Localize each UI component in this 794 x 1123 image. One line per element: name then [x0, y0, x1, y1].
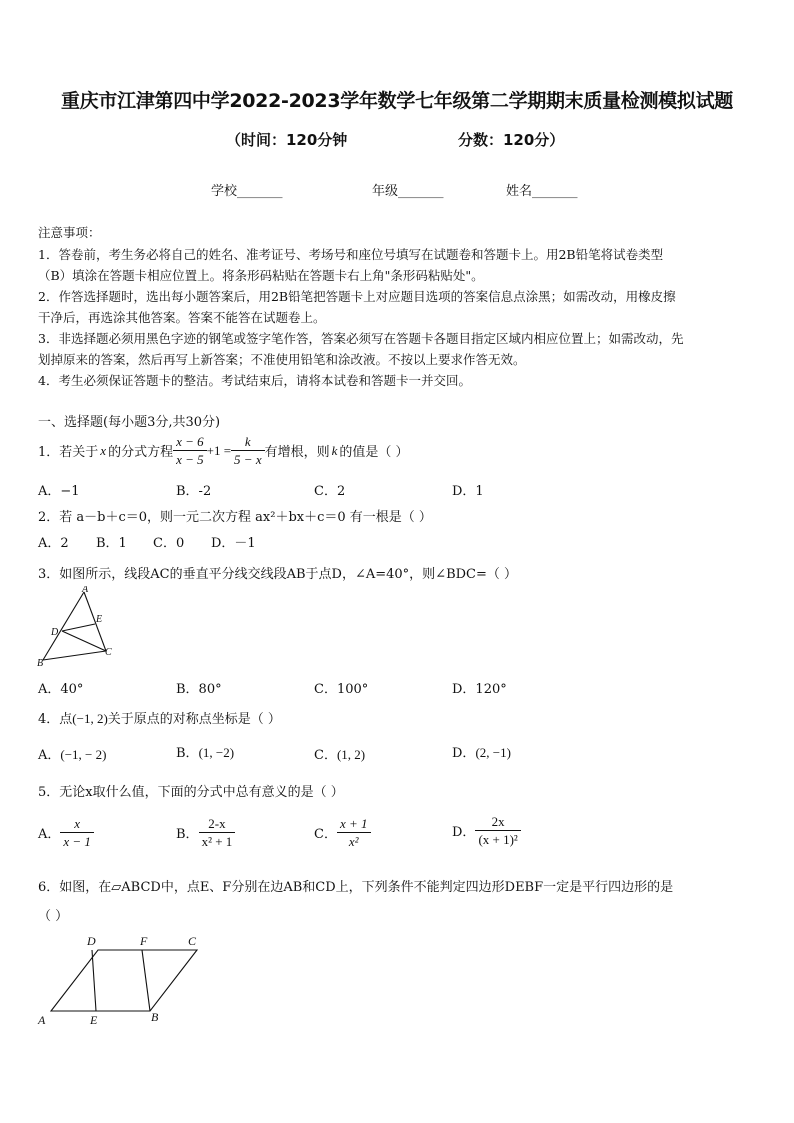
section-heading: 一、选择题(每小题3分,共30分): [38, 415, 221, 430]
q1-mid: 的分式方程: [108, 445, 174, 460]
notice-line: 4．考生必须保证答题卡的整洁。考试结束后，请将本试卷和答题卡一并交回。: [38, 373, 471, 388]
label-e: E: [90, 1013, 98, 1027]
label-c: C: [188, 934, 197, 948]
label-e: E: [96, 614, 103, 625]
option-letter: D．: [452, 825, 476, 840]
name-field: 姓名_______: [506, 184, 578, 199]
fraction-denominator: x²: [348, 834, 359, 849]
label-f: F: [140, 934, 148, 948]
question-1-stem: [38, 433, 409, 468]
fraction-denominator: (x + 1)²: [478, 832, 518, 847]
q3-option-a[interactable]: A．40°: [38, 682, 84, 697]
q2-option-c[interactable]: C．0: [153, 536, 185, 551]
notice-line: 3．非选择题必须用黑色字迹的钢笔或签字笔作答，答案必须写在答题卡各题目指定区域内相应位置上；如需改动，先: [38, 331, 684, 346]
option-value: (1, −2): [198, 745, 235, 760]
q5-fraction-a: [60, 815, 94, 850]
notice-line: 干净后，再选涂其他答案。答案不能答在试题卷上。: [38, 310, 326, 325]
label-d: D: [87, 934, 96, 948]
q4-stem-prefix: 4．点: [38, 712, 73, 727]
q2-option-d[interactable]: D．－1: [211, 536, 256, 551]
option-letter: D．: [452, 746, 476, 761]
q5-fraction-b: [199, 815, 236, 850]
q4-option-d[interactable]: [452, 742, 511, 761]
q3-option-c[interactable]: C．100°: [314, 682, 369, 697]
q3-option-b[interactable]: B．80°: [176, 682, 222, 697]
fraction-numerator: 2-x: [199, 815, 236, 833]
label-c: C: [105, 647, 112, 658]
exam-time: （时间：120分钟: [226, 131, 348, 149]
q1-option-b[interactable]: B．-2: [176, 484, 212, 499]
q5-option-c[interactable]: [314, 815, 371, 850]
q1-plus: +1 =: [206, 442, 232, 458]
fraction-denominator: 5 − x: [234, 452, 262, 467]
notice-heading: 注意事项：: [38, 225, 101, 240]
q1-option-c[interactable]: C．2: [314, 484, 346, 499]
grade-field: 年级_______: [372, 184, 444, 199]
option-value: (2, −1): [475, 745, 511, 760]
fraction-numerator: x − 6: [173, 433, 207, 451]
q1-end: 的值是（ ）: [339, 445, 409, 460]
notice-line: （B）填涂在答题卡相应位置上。将条形码粘贴在答题卡右上角"条形码粘贴处"。: [38, 268, 484, 283]
option-letter: A．: [38, 748, 61, 763]
q1-var-k: k: [331, 442, 338, 458]
q4-point: (−1, 2): [72, 711, 108, 726]
notice-line: 2．作答选择题时，选出每小题答案后，用2B铅笔把答题卡上对应题目选项的答案信息点涂黑；如需改动，用橡皮擦: [38, 289, 676, 304]
label-b: B: [37, 658, 44, 669]
fraction-denominator: x² + 1: [201, 834, 233, 849]
label-d: D: [51, 627, 59, 638]
notice-line: 1．答卷前，考生务必将自己的姓名、准考证号、考场号和座位号填写在试题卷和答题卡上。用2B铅笔将试卷类型: [38, 247, 664, 262]
q4-option-c[interactable]: [314, 744, 365, 763]
option-letter: A．: [38, 827, 61, 842]
q4-option-b[interactable]: [176, 742, 234, 761]
question-2-stem: 2．若 a－b＋c＝0，则一元二次方程 ax²＋bx＋c＝0 有一根是（ ）: [38, 510, 432, 525]
label-a: A: [38, 1013, 46, 1027]
q5-option-d[interactable]: [452, 813, 521, 848]
option-letter: C．: [314, 827, 337, 842]
fraction-numerator: x: [60, 815, 94, 833]
q1-suffix: 有增根，则: [264, 445, 330, 460]
q2-option-b[interactable]: B．1: [96, 536, 127, 551]
question-6-paren: （ ）: [38, 909, 69, 924]
exam-title: 重庆市江津第四中学2022-2023学年数学七年级第二学期期末质量检测模拟试题: [61, 90, 733, 112]
fraction-denominator: x − 1: [63, 834, 91, 849]
parallelogram-figure: [34, 932, 209, 1028]
fraction-numerator: 2x: [475, 813, 520, 831]
fraction-numerator: k: [231, 433, 265, 451]
q5-option-b[interactable]: [176, 815, 235, 850]
option-letter: C．: [314, 748, 337, 763]
label-b: B: [151, 1010, 159, 1024]
question-3-stem: 3．如图所示，线段AC的垂直平分线交线段AB于点D，∠A=40°，则∠BDC=（ ）: [38, 567, 518, 582]
q5-fraction-d: [475, 813, 520, 848]
school-field: 学校_______: [211, 184, 283, 199]
question-6-stem: 6．如图，在▱ABCD中，点E、F分别在边AB和CD上，下列条件不能判定四边形DEBF一定是平行四边形的是: [38, 880, 674, 895]
label-a: A: [82, 586, 89, 595]
option-value: (1, 2): [336, 747, 366, 762]
fraction-denominator: x − 5: [176, 452, 204, 467]
question-5-stem: 5．无论x取什么值，下面的分式中总有意义的是（ ）: [38, 785, 344, 800]
notice-line: 划掉原来的答案，然后再写上新答案；不准使用铅笔和涂改液。不按以上要求作答无效。: [38, 352, 526, 367]
q1-prefix: 1．若关于: [38, 445, 99, 460]
q1-option-a[interactable]: A．−1: [38, 484, 80, 499]
fraction-numerator: x + 1: [337, 815, 371, 833]
option-letter: B．: [176, 746, 199, 761]
option-letter: B．: [176, 827, 199, 842]
q1-fraction-left: [173, 433, 207, 468]
q1-option-d[interactable]: D．1: [452, 484, 484, 499]
q1-fraction-right: [231, 433, 265, 468]
triangle-figure: [36, 586, 120, 670]
q5-fraction-c: [337, 815, 371, 850]
q5-option-a[interactable]: [38, 815, 94, 850]
q2-option-a[interactable]: A．2: [38, 536, 69, 551]
q4-stem-suffix: 关于原点的对称点坐标是（ ）: [107, 712, 281, 727]
q1-var-x: x: [100, 442, 107, 458]
question-4-stem: [38, 708, 281, 727]
q3-option-d[interactable]: D．120°: [452, 682, 507, 697]
exam-score: 分数：120分）: [458, 131, 565, 149]
q4-option-a[interactable]: [38, 744, 106, 763]
option-value: (−1, − 2): [60, 747, 107, 762]
